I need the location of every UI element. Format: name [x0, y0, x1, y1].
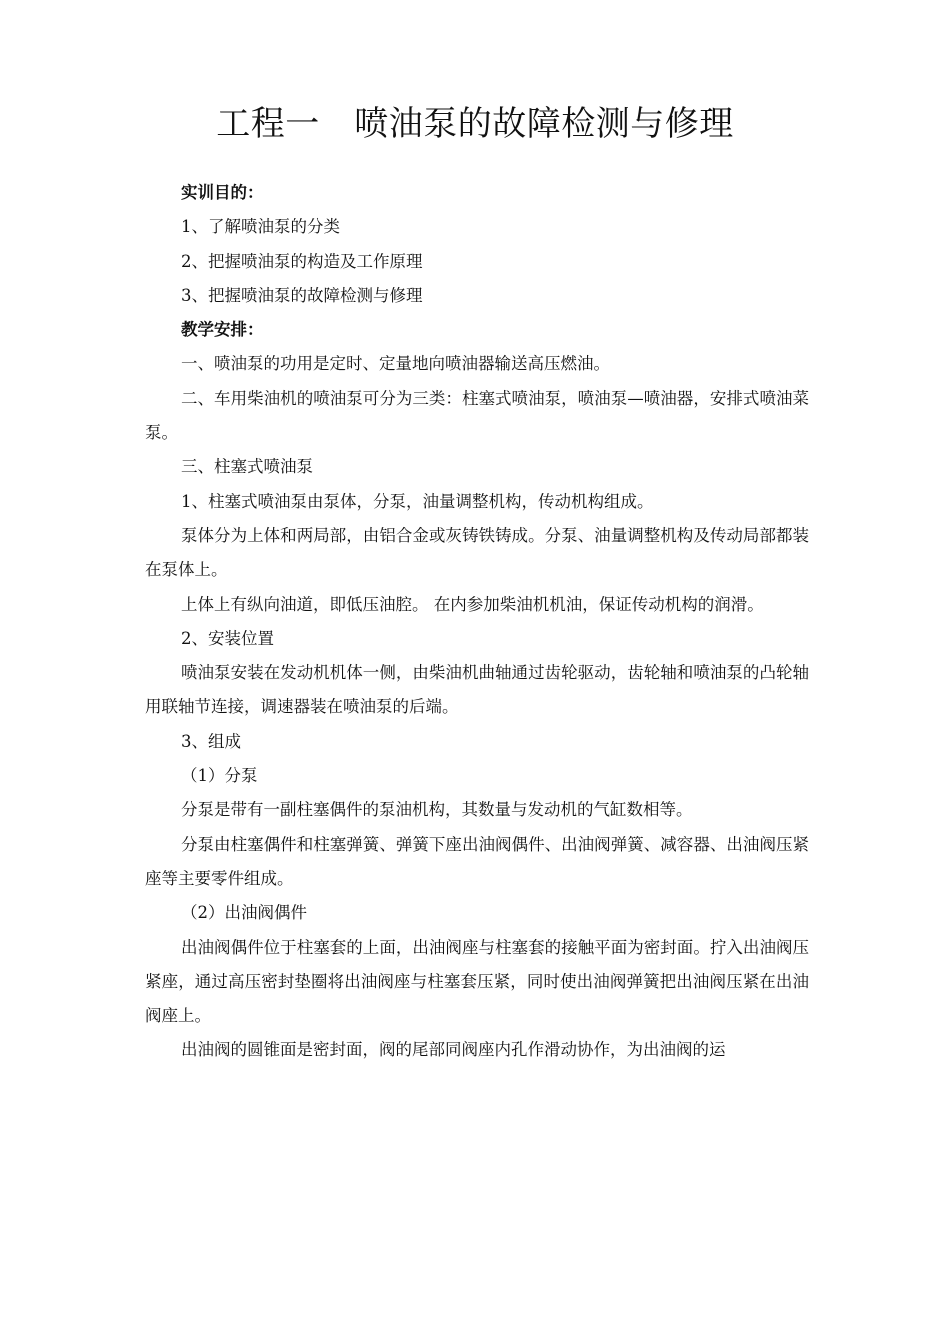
paragraph: 2、安装位置: [181, 628, 274, 648]
paragraph: 3、组成: [181, 731, 241, 751]
document-body: [145, 176, 809, 1068]
section-heading: 实训目的：: [181, 183, 264, 202]
list-item: 1、了解喷油泵的分类: [181, 217, 340, 237]
paragraph: 喷油泵安装在发动机机体一侧，由柴油机曲轴通过齿轮驱动，齿轮轴和喷油泵的凸轮轴用联轴节连接，调速器装在喷油泵的后端。: [145, 663, 809, 717]
paragraph: 一、喷油泵的功用是定时、定量地向喷油器输送高压燃油。: [181, 354, 610, 374]
paragraph: （2）出油阀偶件: [181, 903, 307, 923]
section-heading: 教学安排：: [181, 320, 264, 340]
paragraph: 分泵由柱塞偶件和柱塞弹簧、弹簧下座出油阀偶件、出油阀弹簧、减容器、出油阀压紧座等主要零件组成。: [145, 834, 809, 888]
list-item: 3、把握喷油泵的故障检测与修理: [181, 285, 423, 305]
paragraph: 泵体分为上体和两局部，由铝合金或灰铸铁铸成。分泵、油量调整机构及传动局部都装在泵体上。: [145, 525, 809, 580]
list-item: 2、把握喷油泵的构造及工作原理: [181, 251, 423, 271]
paragraph: （1）分泵: [181, 766, 258, 786]
paragraph: 分泵是带有一副柱塞偶件的泵油机构，其数量与发动机的气缸数相等。: [181, 800, 693, 820]
document-title: 工程一 喷油泵的故障检测与修理: [216, 104, 734, 144]
paragraph: 1、柱塞式喷油泵由泵体，分泵，油量调整机构，传动机构组成。: [181, 491, 654, 511]
paragraph: 出油阀偶件位于柱塞套的上面，出油阀座与柱塞套的接触平面为密封面。拧入出油阀压紧座，通过高压密封垫圈将出油阀座与柱塞套压紧，同时使出油阀弹簧把出油阀压紧在出油阀座上。: [145, 937, 809, 1026]
paragraph: 上体上有纵向油道，即低压油腔。 在内参加柴油机机油，保证传动机构的润滑。: [181, 594, 764, 614]
paragraph: 出油阀的圆锥面是密封面，阀的尾部同阀座内孔作滑动协作，为出油阀的运: [181, 1040, 726, 1060]
paragraph: 二、车用柴油机的喷油泵可分为三类：柱塞式喷油泵，喷油泵—喷油器，安排式喷油菜泵。: [145, 388, 809, 443]
paragraph: 三、柱塞式喷油泵: [181, 457, 313, 477]
